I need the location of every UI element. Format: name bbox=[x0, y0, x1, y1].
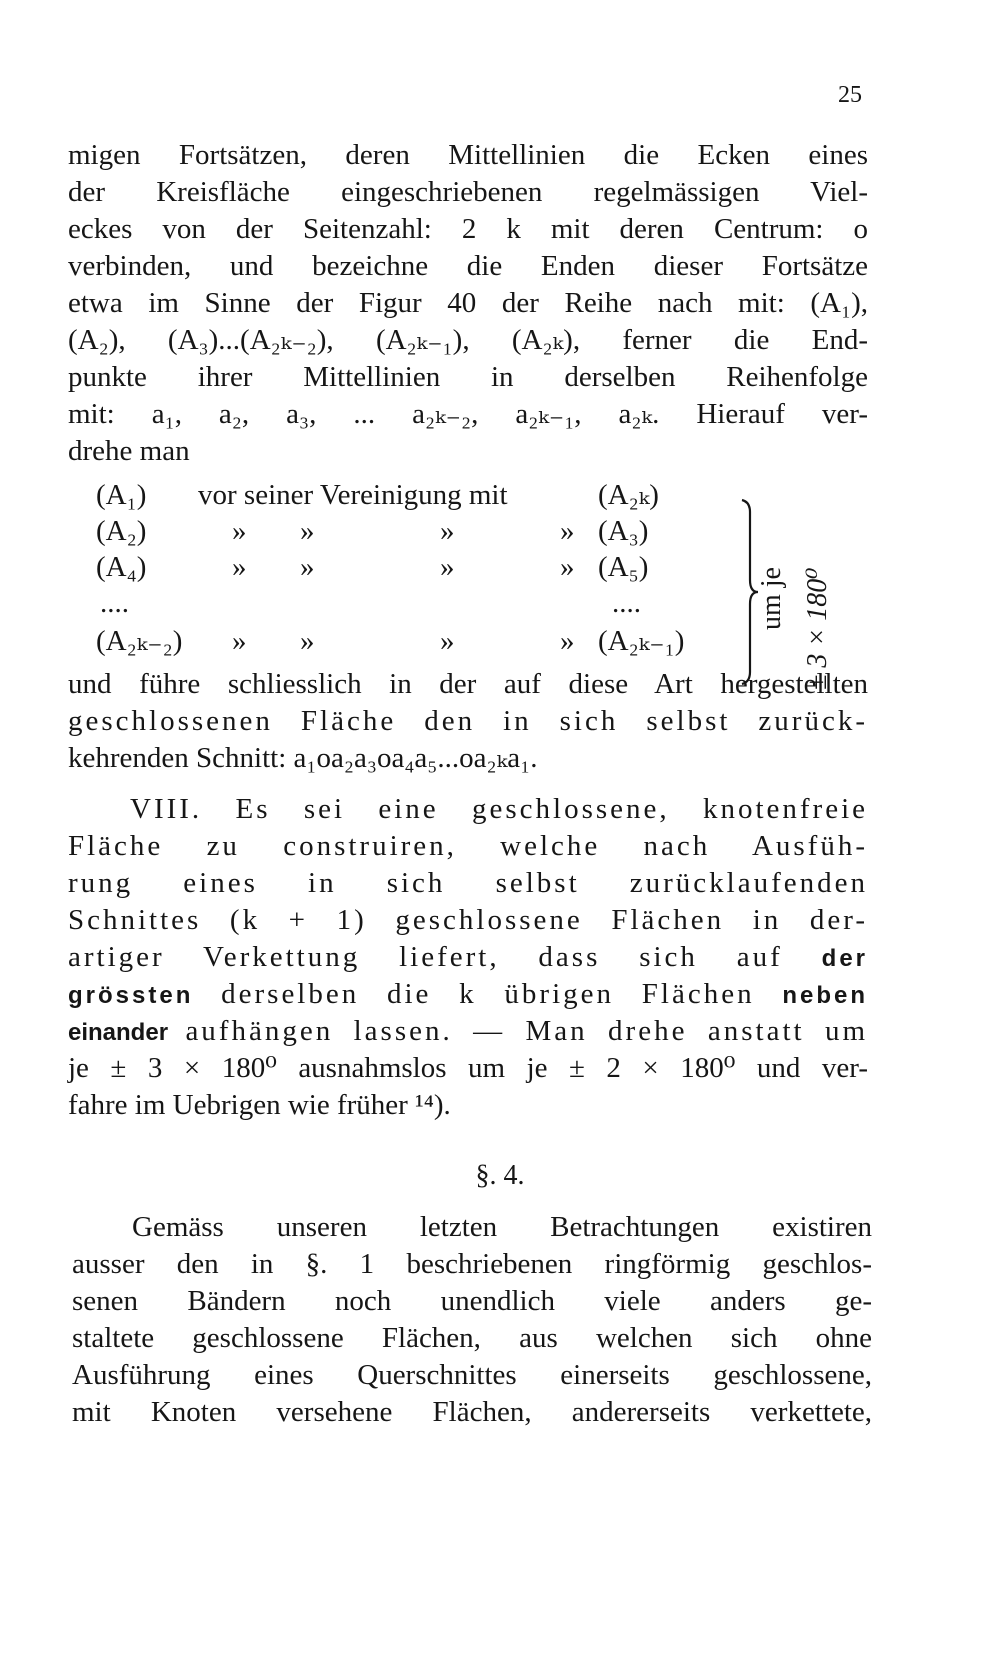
ditto-mark: » bbox=[560, 551, 575, 583]
bold-text: grössten bbox=[68, 982, 194, 1009]
text-line: ausser den in §. 1 beschriebenen ringförmig geschlos- bbox=[72, 1248, 872, 1280]
text-line: Schnittes (k + 1) geschlossene Flächen in der- bbox=[68, 904, 868, 936]
ditto-mark: » bbox=[440, 625, 455, 657]
text-line: etwa im Sinne der Figur 40 der Reihe nach mit: (A₁), bbox=[68, 287, 868, 319]
ditto-mark: » bbox=[560, 625, 575, 657]
text-line: und führe schliesslich in der auf diese Art hergestellten bbox=[68, 668, 868, 700]
ditto-mark: » bbox=[232, 515, 247, 547]
table-cell-left: (A₄) bbox=[96, 551, 147, 583]
table-cell-middle: vor seiner Vereinigung mit bbox=[198, 479, 508, 511]
text-line: verbinden, und bezeichne die Enden dieser Fortsätze bbox=[68, 250, 868, 282]
ditto-mark: » bbox=[440, 515, 455, 547]
ditto-mark: » bbox=[232, 551, 247, 583]
ditto-mark: » bbox=[232, 625, 247, 657]
bold-text: der bbox=[821, 945, 869, 972]
table-cell-right: (A₃) bbox=[598, 515, 649, 547]
ditto-mark: » bbox=[440, 551, 455, 583]
table-cell-left: .... bbox=[100, 587, 129, 619]
text-line: Gemäss unseren letzten Betrachtungen existiren bbox=[132, 1211, 872, 1243]
table-cell-left: (A₁) bbox=[96, 479, 147, 511]
text-line: rung eines in sich selbst zurücklaufenden bbox=[68, 867, 868, 899]
ditto-mark: » bbox=[560, 515, 575, 547]
text-line: eckes von der Seitenzahl: 2 k mit deren Centrum: o bbox=[68, 213, 868, 245]
text-line bbox=[68, 975, 868, 1015]
bold-text: neben bbox=[782, 982, 869, 1009]
bold-text: einander bbox=[68, 1019, 169, 1046]
text-line: geschlossenen Fläche den in sich selbst zurück- bbox=[68, 705, 868, 737]
text-line: mit: a₁, a₂, a₃, ... a₂ₖ₋₂, a₂ₖ₋₁, a₂ₖ. Hierauf ver- bbox=[68, 398, 868, 430]
section-heading: §. 4. bbox=[475, 1160, 525, 1191]
ditto-mark: » bbox=[300, 515, 315, 547]
text-span: artiger Verkettung liefert, dass sich auf bbox=[68, 941, 783, 973]
table-cell-right: .... bbox=[612, 587, 641, 619]
text-line bbox=[68, 1012, 868, 1052]
text-line: mit Knoten versehene Flächen, andererseits verkettete, bbox=[72, 1396, 872, 1428]
text-line: Ausführung eines Querschnittes einerseits geschlossene, bbox=[72, 1359, 872, 1391]
table-cell-right: (A₂ₖ₋₁) bbox=[598, 625, 685, 657]
text-line: senen Bändern noch unendlich viele anders ge- bbox=[72, 1285, 872, 1317]
text-line: staltete geschlossene Flächen, aus welchen sich ohne bbox=[72, 1322, 872, 1354]
table-cell-right: (A₂ₖ) bbox=[598, 479, 659, 511]
text-line: je ± 3 × 180⁰ ausnahmslos um je ± 2 × 180⁰ und ver- bbox=[68, 1052, 868, 1084]
text-line: Fläche zu construiren, welche nach Ausfüh- bbox=[68, 830, 868, 862]
table-cell-left: (A₂ₖ₋₂) bbox=[96, 625, 183, 657]
text-line: VIII. Es sei eine geschlossene, knotenfreie bbox=[130, 793, 868, 825]
page-number: 25 bbox=[838, 82, 862, 108]
table-cell-right: (A₅) bbox=[598, 551, 649, 583]
text-line: drehe man bbox=[68, 435, 190, 467]
text-line bbox=[68, 938, 868, 978]
side-label-rotation: ± 3 × 180⁰ bbox=[802, 567, 833, 690]
text-line: punkte ihrer Mittellinien in derselben Reihenfolge bbox=[68, 361, 868, 393]
ditto-mark: » bbox=[300, 551, 315, 583]
text-line: fahre im Uebrigen wie früher ¹⁴). bbox=[68, 1089, 451, 1121]
text-line: kehrenden Schnitt: a₁oa₂a₃oa₄a₅...oa₂ₖa₁. bbox=[68, 742, 538, 774]
side-label-um-je: um je bbox=[756, 567, 787, 630]
ditto-mark: » bbox=[300, 625, 315, 657]
text-span: derselben die k übrigen Flächen bbox=[221, 978, 755, 1010]
table-cell-left: (A₂) bbox=[96, 515, 147, 547]
text-span: aufhängen lassen. — Man drehe anstatt um bbox=[185, 1015, 869, 1047]
text-line: der Kreisfläche eingeschriebenen regelmässigen Viel- bbox=[68, 176, 868, 208]
text-line: (A₂), (A₃)...(A₂ₖ₋₂), (A₂ₖ₋₁), (A₂ₖ), ferner die End- bbox=[68, 324, 868, 356]
text-line: migen Fortsätzen, deren Mittellinien die Ecken eines bbox=[68, 139, 868, 171]
